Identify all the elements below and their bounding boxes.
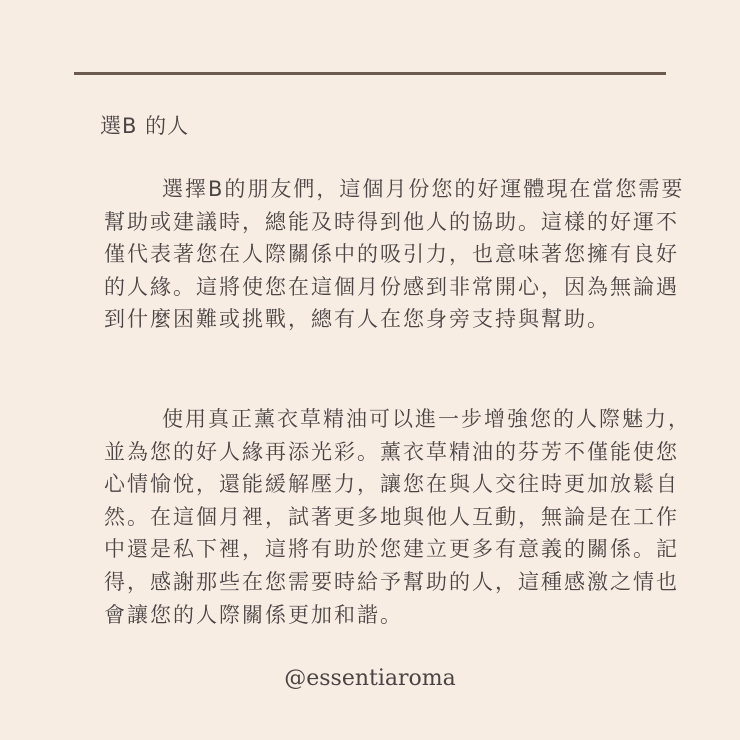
paragraph-2: 使用真正薰衣草精油可以進一步增強您的人際魅力，並為您的好人緣再添光彩。薰衣草精油的芬芳不僅能使您心情愉悅，還能緩解壓力，讓您在與人交往時更加放鬆自然。在這個月裡，試著更多地與他人互動，無論是在工作中還是私下裡，這將有助於您建立更多有意義的關係。記得，感謝那些在您需要時給予幫助的人，這種感激之情也會讓您的人際關係更加和諧。 [104,407,691,627]
social-handle: @essentiaroma [284,666,456,691]
section-heading: 選B 的人 [100,114,190,138]
paragraph-1: 選擇B的朋友們，這個月份您的好運體現在當您需要幫助或建議時，總能及時得到他人的協助。這樣的好運不僅代表著您在人際關係中的吸引力，也意味著您擁有良好的人緣。這將使您在這個月份感到非常開心，因為無論遇到什麼困難或挑戰，總有人在您身旁支持與幫助。 [104,177,685,332]
top-divider [74,72,666,75]
